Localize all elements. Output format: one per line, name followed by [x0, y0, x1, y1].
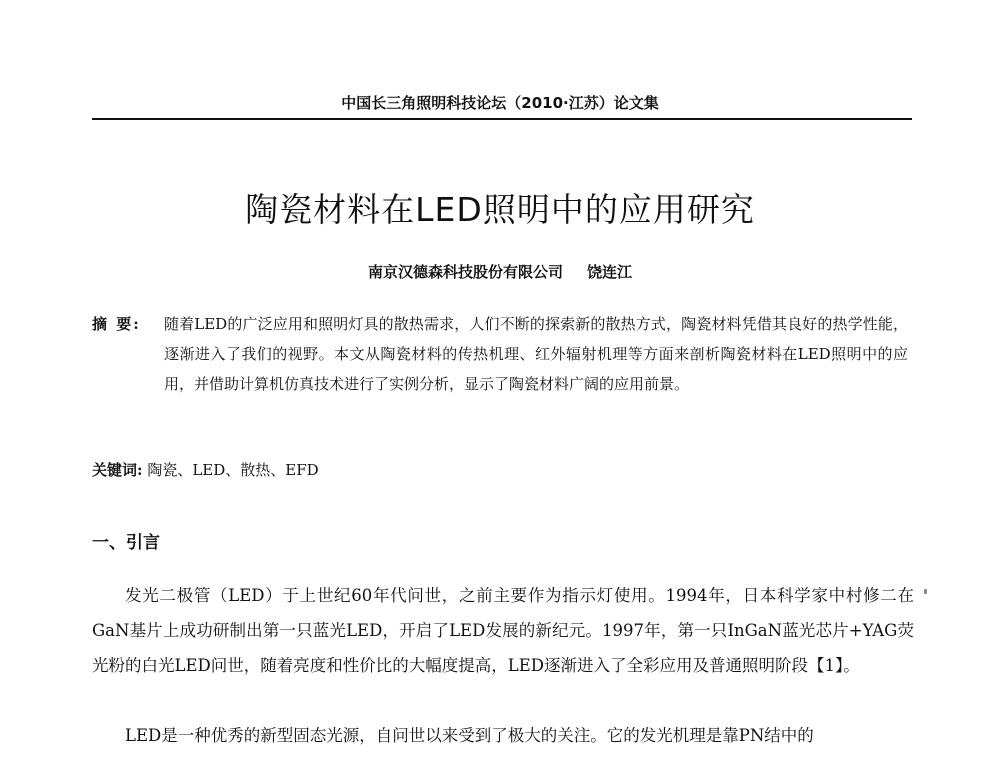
section-heading-introduction: 一、引言	[92, 533, 160, 553]
abstract-text: 随着LED的广泛应用和照明灯具的散热需求，人们不断的探索新的散热方式，陶瓷材料凭借其良好的热学性能，逐渐进入了我们的视野。本文从陶瓷材料的传热机理、红外辐射机理等方面来剖析陶瓷材料在LED照明中的应用，并借助计算机仿真技术进行了实例分析，显示了陶瓷材料广阔的应用前景。	[164, 315, 908, 393]
affiliation: 南京汉德森科技股份有限公司	[367, 263, 563, 281]
running-header: 中国长三角照明科技论坛（2010·江苏）论文集	[341, 94, 659, 112]
author-name: 饶连江	[587, 263, 633, 281]
keywords	[92, 459, 912, 481]
scan-speck	[924, 589, 927, 594]
intro-paragraph-2: LED是一种优秀的新型固态光源，自问世以来受到了极大的关注。它的发光机理是靠PN结中的	[125, 726, 814, 745]
abstract	[92, 309, 912, 399]
intro-paragraph-1: 发光二极管（LED）于上世纪60年代问世，之前主要作为指示灯使用。1994年，日本科学家中村修二在GaN基片上成功研制出第一只蓝光LED，开启了LED发展的新纪元。1997年，第一只InGaN蓝光芯片+YAG荧光粉的白光LED问世，随着亮度和性价比的大幅度提高，LED逐渐进入了全彩应用及普通照明阶段【1】。	[92, 586, 914, 675]
abstract-label: 摘 要:	[92, 315, 141, 333]
keywords-text: 陶瓷、LED、散热、EFD	[147, 461, 319, 479]
header-rule	[92, 118, 912, 120]
author-line	[0, 262, 1000, 282]
paper-title: 陶瓷材料在LED照明中的应用研究	[245, 190, 755, 229]
keywords-label: 关键词:	[92, 461, 143, 479]
